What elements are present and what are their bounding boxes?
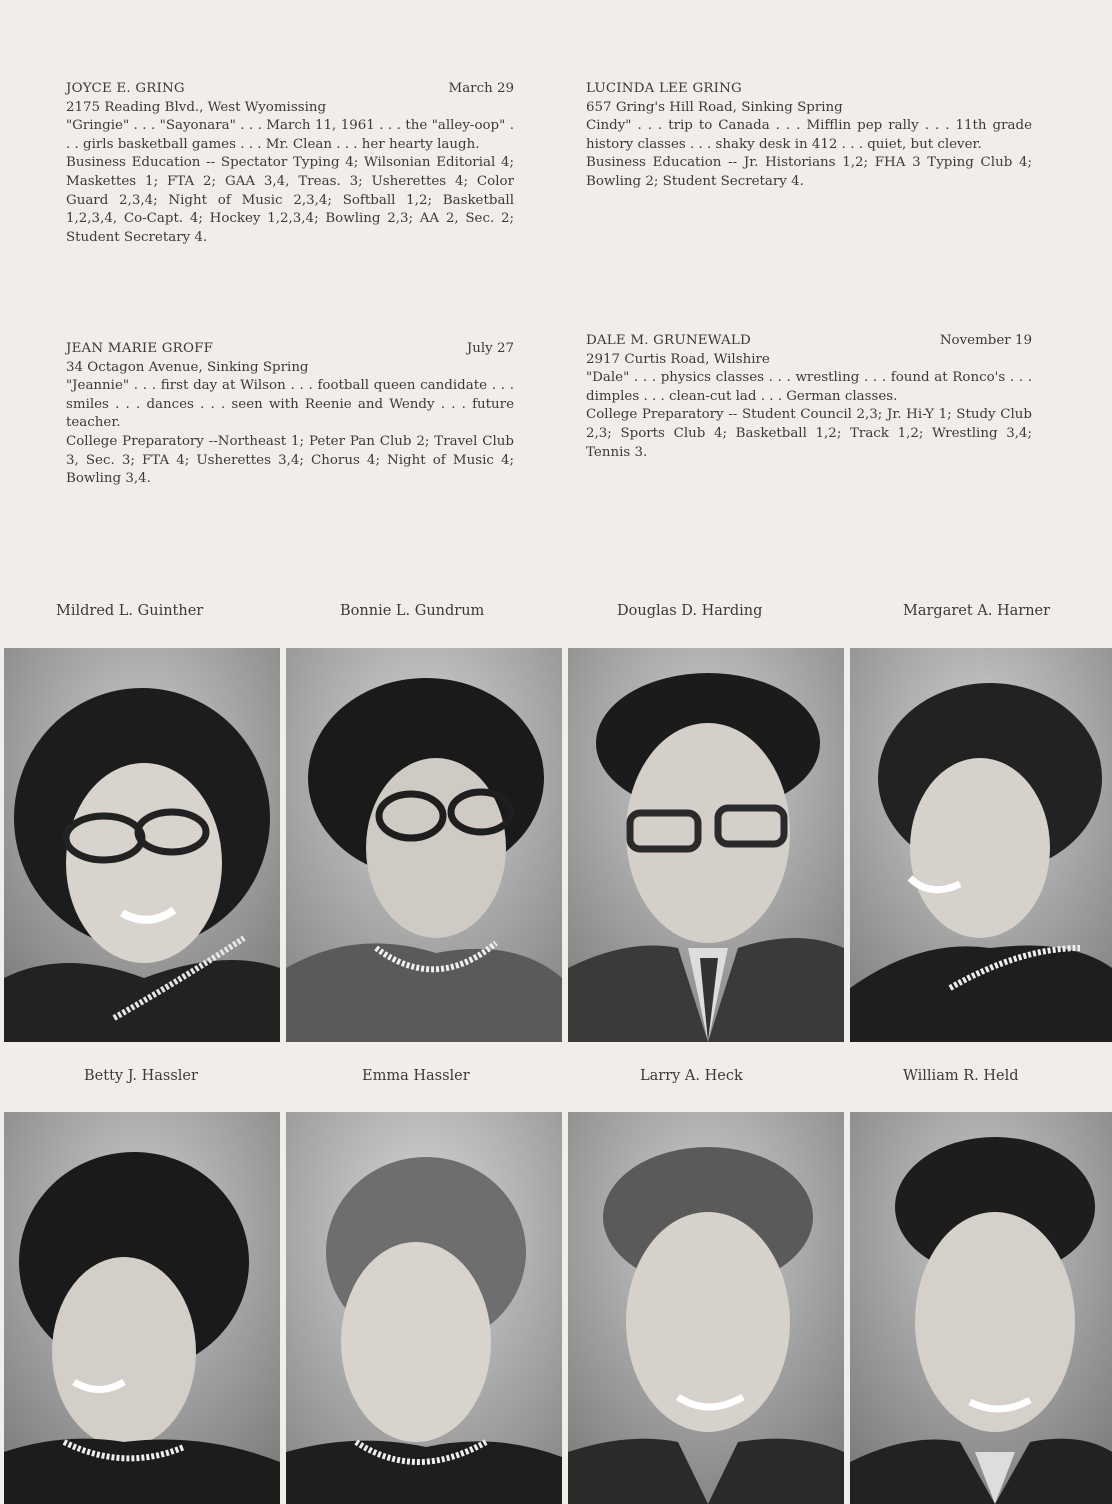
portrait-image (850, 648, 1112, 1042)
portrait-image (568, 1112, 844, 1504)
portrait-photo (850, 1112, 1112, 1504)
activities: College Preparatory --Northeast 1; Peter Pan Club 2; Travel Club 3, Sec. 3; FTA 4; Usherettes 3,4; Chorus 4; Night of Music 4; Bowling 3,4. (66, 433, 514, 487)
photo-caption: Bonnie L. Gundrum (340, 603, 485, 619)
student-name: JOYCE E. GRING (66, 81, 185, 96)
portrait-image (568, 648, 844, 1042)
activities: College Preparatory -- Student Council 2,3; Jr. Hi-Y 1; Study Club 2,3; Sports Club 4; Basketball 1,2; Track 1,2; Wrestling 3,4; Tennis 3. (586, 407, 1032, 460)
portrait-photo (568, 648, 844, 1042)
portrait-image (850, 1112, 1112, 1504)
photo-caption: Betty J. Hassler (84, 1068, 198, 1084)
memories: "Jeannie" . . . first day at Wilson . . . football queen candidate . . . smiles . . . dances . . . seen with Reenie and Wendy . . . future teacher. (66, 378, 514, 431)
birthday: July 27 (466, 341, 514, 356)
address: 2175 Reading Blvd., West Wyomissing (66, 99, 327, 115)
bio-jean-groff (66, 340, 514, 489)
birthday: March 29 (448, 81, 514, 96)
portrait-photo (286, 1112, 562, 1504)
student-name: JEAN MARIE GROFF (66, 341, 214, 356)
student-name: LUCINDA LEE GRING (586, 81, 742, 96)
student-name: DALE M. GRUNEWALD (586, 333, 751, 348)
birthday: November 19 (939, 333, 1032, 348)
bio-joyce-gring (66, 80, 514, 247)
portrait-image (286, 648, 562, 1042)
portrait-photo (286, 648, 562, 1042)
portrait-photo (568, 1112, 844, 1504)
photo-caption: Margaret A. Harner (903, 603, 1051, 619)
photo-caption: Emma Hassler (362, 1068, 470, 1084)
portrait-photo (4, 1112, 280, 1504)
address: 2917 Curtis Road, Wilshire (586, 351, 770, 367)
photo-caption: Douglas D. Harding (617, 603, 763, 619)
bio-lucinda-gring (586, 80, 1032, 192)
address: 657 Gring's Hill Road, Sinking Spring (586, 99, 843, 115)
activities: Business Education -- Spectator Typing 4; Wilsonian Editorial 4; Maskettes 1; FTA 2; GAA 3,4, Treas. 3; Usherettes 4; Color Guard 2,3,4; Night of Music 2,3,4; Softball 1,2; Basketball 1,2,3,4, Co-Capt. 4; Hockey 1,2,3,4; Bowling 2,3; AA 2, Sec. 2; Student Secretary 4. (66, 155, 514, 245)
photo-caption: Larry A. Heck (640, 1068, 743, 1084)
portrait-image (286, 1112, 562, 1504)
memories: "Gringie" . . . "Sayonara" . . . March 11, 1961 . . . the "alley-oop" . . . girls basketball games . . . Mr. Clean . . . her hearty laugh. (66, 118, 514, 152)
portrait-image (4, 1112, 280, 1504)
bio-dale-grunewald (586, 332, 1032, 462)
portrait-image (4, 648, 280, 1042)
photo-caption: William R. Held (903, 1068, 1019, 1084)
activities: Business Education -- Jr. Historians 1,2; FHA 3 Typing Club 4; Bowling 2; Student Secretary 4. (586, 155, 1032, 189)
portrait-photo (4, 648, 280, 1042)
address: 34 Octagon Avenue, Sinking Spring (66, 359, 309, 375)
portrait-photo (850, 648, 1112, 1042)
photo-caption: Mildred L. Guinther (56, 603, 204, 619)
memories: Cindy" . . . trip to Canada . . . Mifflin pep rally . . . 11th grade history classes . . . shaky desk in 412 . . . quiet, but clever. (586, 118, 1032, 152)
memories: "Dale" . . . physics classes . . . wrestling . . . found at Ronco's . . . dimples . . . clean-cut lad . . . German classes. (586, 370, 1032, 404)
